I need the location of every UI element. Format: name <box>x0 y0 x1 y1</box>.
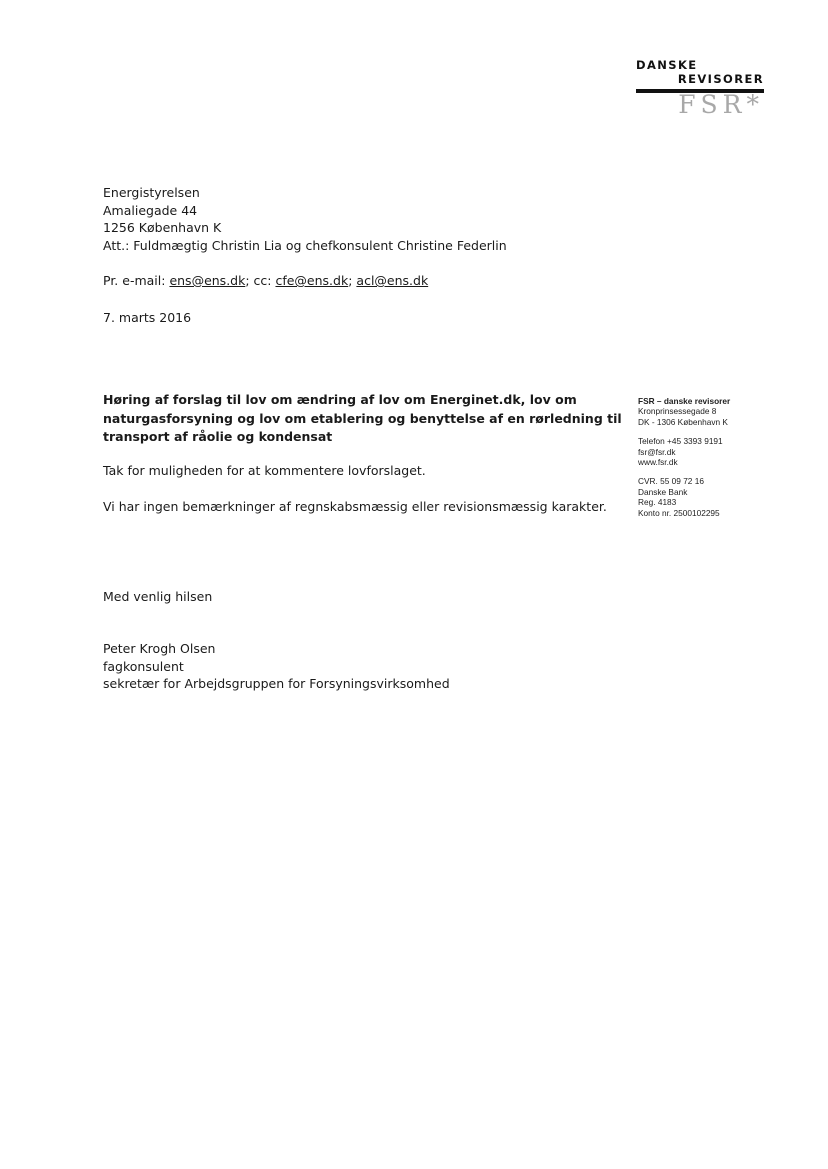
body-paragraph: Tak for muligheden for at kommentere lovforslaget. <box>103 463 426 478</box>
email-link-cc1[interactable]: cfe@ens.dk <box>275 273 349 288</box>
subject-line: Høring af forslag til lov om ændring af lov om Energinet.dk, lov om <box>103 392 577 407</box>
sender-city: DK - 1306 København K <box>638 416 728 427</box>
recipient-city: 1256 København K <box>103 220 222 235</box>
logo-line-danske: DANSKE <box>636 58 698 72</box>
sender-street: Kronprinsessegade 8 <box>638 406 717 417</box>
email-link-cc2[interactable]: acl@ens.dk <box>356 273 429 288</box>
sender-web: www.fsr.dk <box>638 457 678 468</box>
sender-bank: Danske Bank <box>638 486 688 497</box>
logo-line-revisorer: REVISORER <box>677 72 764 86</box>
email-cc-label: ; cc: <box>245 273 276 288</box>
signature-role: sekretær for Arbejdsgruppen for Forsyningsvirksomhed <box>103 676 450 691</box>
signature-name: Peter Krogh Olsen <box>103 641 216 656</box>
letter-date: 7. marts 2016 <box>103 310 192 325</box>
body-paragraph: Vi har ingen bemærkninger af regnskabsmæssig eller revisionsmæssig karakter. <box>103 499 607 514</box>
email-line <box>103 272 428 290</box>
logo-fsr-mark: FSR* <box>678 90 764 119</box>
signature-title: fagkonsulent <box>103 658 184 674</box>
subject-heading <box>103 391 622 447</box>
sender-info-sidebar <box>638 396 788 518</box>
recipient-attention: Att.: Fuldmægtig Christin Lia og chefkonsulent Christine Federlin <box>103 237 507 253</box>
email-link-to[interactable]: ens@ens.dk <box>169 273 246 288</box>
sender-org: FSR – danske revisorer <box>638 396 731 406</box>
sender-phone: Telefon +45 3393 9191 <box>638 436 723 447</box>
sender-email: fsr@fsr.dk <box>638 446 676 457</box>
recipient-street: Amaliegade 44 <box>103 202 198 218</box>
subject-line: naturgasforsyning og lov om etablering og benyttelse af en rørledning til <box>103 410 622 426</box>
sender-account: Konto nr. 2500102295 <box>638 507 720 518</box>
recipient-address <box>103 184 507 254</box>
sender-cvr: CVR. 55 09 72 16 <box>638 476 704 487</box>
subject-line: transport af råolie og kondensat <box>103 429 333 444</box>
sender-reg: Reg. 4183 <box>638 497 677 508</box>
signature-block <box>103 640 450 693</box>
email-separator: ; <box>348 273 357 288</box>
email-prefix: Pr. e-mail: <box>103 273 170 288</box>
recipient-name: Energistyrelsen <box>103 185 200 200</box>
closing-salutation: Med venlig hilsen <box>103 589 213 604</box>
logo <box>636 58 764 118</box>
